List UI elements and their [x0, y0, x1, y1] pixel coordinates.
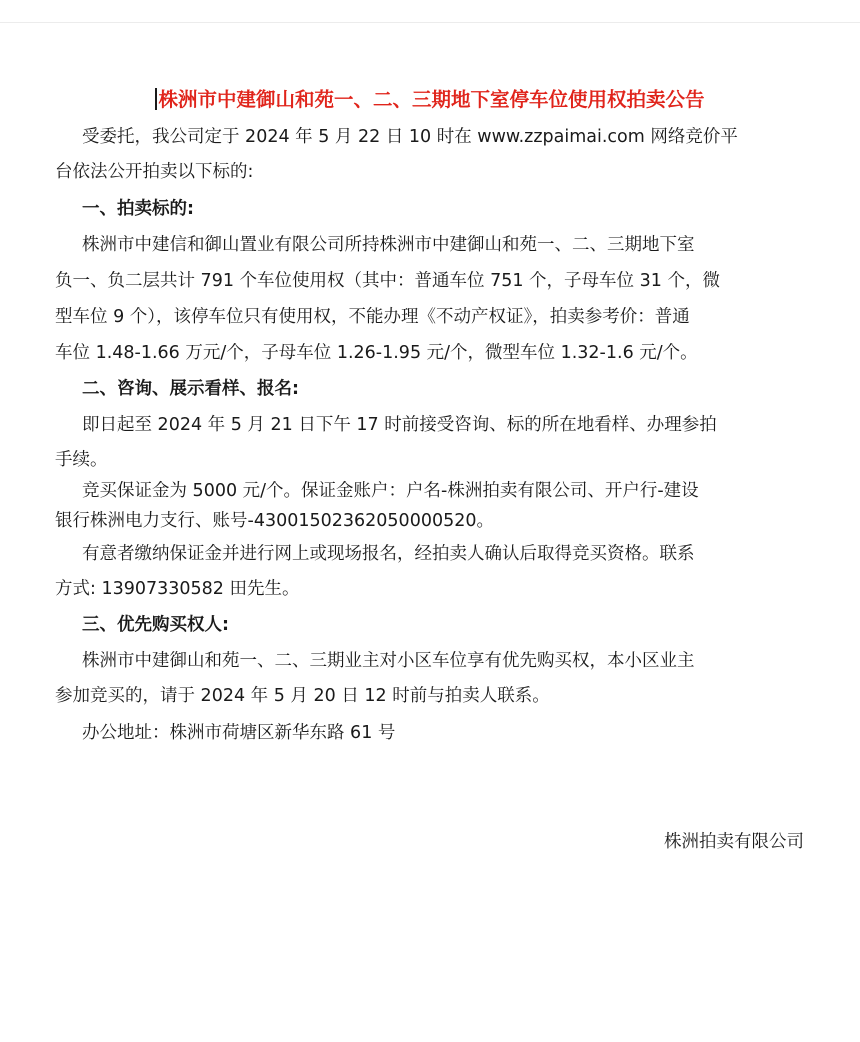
- section1-line-4: 车位 1.48-1.66 万元/个，子母车位 1.26-1.95 元/个，微型车位 1.32-1.6 元/个。: [55, 343, 698, 363]
- section2-p2-line-1: 竞买保证金为 5000 元/个。保证金账户：户名-株洲拍卖有限公司、开户行-建设: [82, 481, 699, 501]
- section1-line-3: 型车位 9 个），该停车位只有使用权，不能办理《不动产权证》，拍卖参考价：普通: [55, 307, 690, 327]
- intro-line-1: 受委托，我公司定于 2024 年 5 月 22 日 10 时在 www.zzpaimai.com 网络竞价平: [82, 127, 738, 147]
- section3-line-1: 株洲市中建御山和苑一、二、三期业主对小区车位享有优先购买权，本小区业主: [82, 651, 695, 671]
- section1-heading: 一、拍卖标的:: [82, 199, 194, 219]
- notice-title: [0, 86, 860, 114]
- section3-heading: 三、优先购买权人:: [82, 615, 229, 635]
- intro-line-2: 台依法公开拍卖以下标的:: [55, 162, 254, 182]
- company-signature: 株洲拍卖有限公司: [664, 832, 804, 852]
- section2-p1-line-1: 即日起至 2024 年 5 月 21 日下午 17 时前接受咨询、标的所在地看样、办理参拍: [82, 415, 717, 435]
- section1-line-1: 株洲市中建信和御山置业有限公司所持株洲市中建御山和苑一、二、三期地下室: [82, 235, 695, 255]
- section2-heading: 二、咨询、展示看样、报名:: [82, 379, 299, 399]
- section3-line-2: 参加竞买的，请于 2024 年 5 月 20 日 12 时前与拍卖人联系。: [55, 686, 550, 706]
- office-address: 办公地址：株洲市荷塘区新华东路 61 号: [82, 723, 396, 743]
- section2-p3-line-2: 方式: 13907330582 田先生。: [55, 579, 300, 599]
- section2-p2-line-2: 银行株洲电力支行、账号-43001502362050000520。: [55, 511, 494, 531]
- notice-title-text: 株洲市中建御山和苑一、二、三期地下室停车位使用权拍卖公告: [158, 88, 705, 111]
- section1-line-2: 负一、负二层共计 791 个车位使用权（其中：普通车位 751 个，子母车位 31 个，微: [55, 271, 720, 291]
- section2-p1-line-2: 手续。: [55, 450, 108, 470]
- top-bar: [0, 0, 860, 23]
- section2-p3-line-1: 有意者缴纳保证金并进行网上或现场报名，经拍卖人确认后取得竞买资格。联系: [82, 544, 695, 564]
